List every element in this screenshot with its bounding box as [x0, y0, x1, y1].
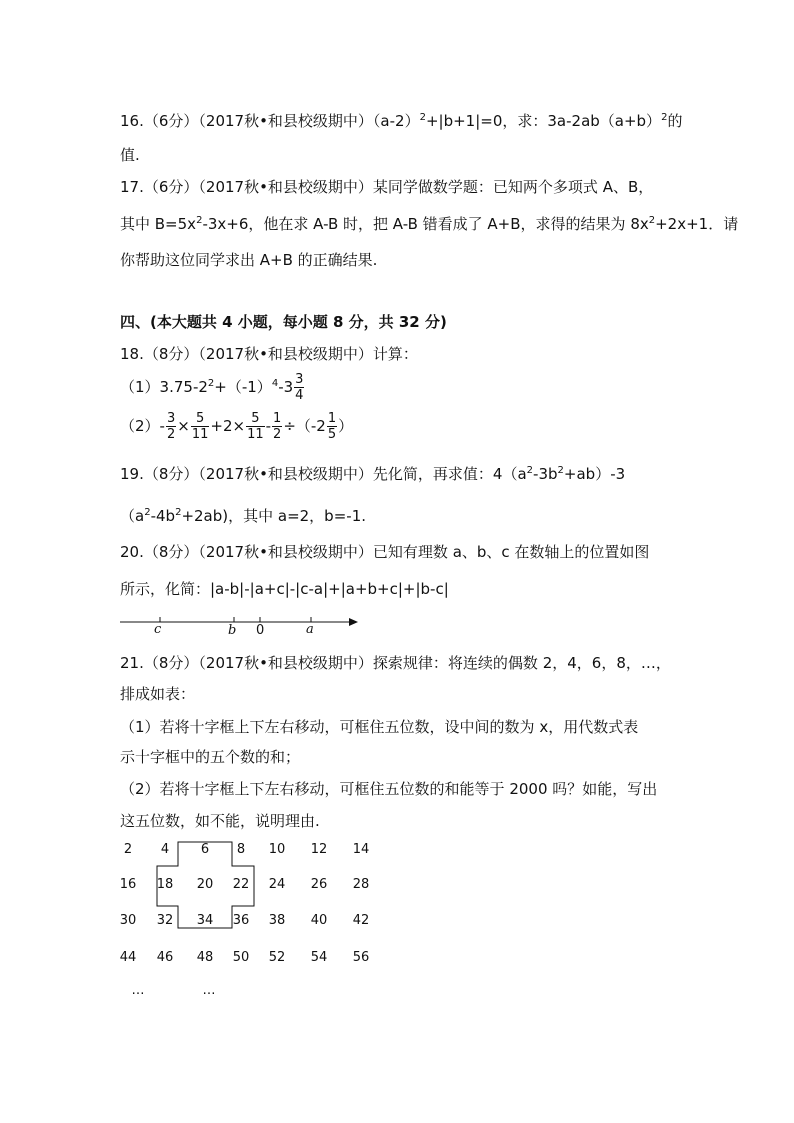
q18-frac3-den: 11	[247, 427, 264, 442]
q18-p1-text-b: +（-1）	[214, 378, 272, 396]
q18-frac1-den: 2	[166, 427, 176, 442]
q18-frac3-num: 5	[246, 411, 265, 427]
q19-sup3: 2	[144, 507, 151, 518]
table-cell: 8	[236, 842, 246, 857]
section-heading: 四、(本大题共 4 小题，每小题 8 分，共 32 分)	[120, 313, 447, 331]
table-cell: 4	[160, 842, 170, 857]
q18-frac2-num: 5	[191, 411, 210, 427]
q19-text-c: +ab）-3	[563, 465, 626, 483]
table-cell: 12	[310, 842, 328, 857]
table-cell: 40	[310, 913, 328, 928]
table-cell: 28	[352, 877, 370, 892]
q18-p1-sup: 2	[207, 378, 215, 389]
label-b: b	[228, 623, 237, 638]
table-cell: 36	[232, 913, 250, 928]
q18-frac5-den: 5	[327, 427, 337, 442]
table-ellipsis: …	[131, 983, 145, 998]
q16-text-a: 16.（6分）（2017秋•和县校级期中）（a-2）	[120, 112, 420, 130]
q20-line2: 所示，化简：|a-b|-|a+c|-|c-a|+|a+b+c|+|b-c|	[120, 580, 449, 598]
q18-p2-text-a: （2）-	[120, 417, 165, 435]
table-cell: 18	[156, 877, 174, 892]
table-cell: 10	[268, 842, 286, 857]
q18-minus: -	[265, 417, 272, 435]
q19-text-e: -4b	[150, 507, 176, 525]
table-cell: 32	[156, 913, 174, 928]
q21-line5: （2）若将十字框上下左右移动，可框住五位数的和能等于 2000 吗？如能，写出	[120, 780, 658, 798]
q17-text-c: +2x+1．请	[655, 215, 739, 233]
q17-line3: 你帮助这位同学求出 A+B 的正确结果.	[120, 251, 378, 269]
q18-frac1-num: 3	[166, 411, 176, 426]
q17-line1: 17.（6分）（2017秋•和县校级期中）某同学做数学题：已知两个多项式 A、B，	[120, 178, 654, 196]
q18-p1-text-a: （1）3.75-2	[120, 378, 208, 396]
label-a: a	[306, 622, 314, 637]
table-cell: 6	[200, 842, 210, 857]
q18-frac2-den: 11	[191, 427, 209, 442]
table-cell: 30	[119, 913, 137, 928]
q19-text-d: （a	[120, 507, 145, 525]
q18-times: ×	[177, 417, 190, 435]
q20-line1: 20.（8分）（2017秋•和县校级期中）已知有理数 a、b、c 在数轴上的位置如图	[120, 543, 650, 561]
q19-text-a: 19.（8分）（2017秋•和县校级期中）先化简，再求值：4（a	[120, 465, 527, 483]
table-cell: 54	[310, 950, 328, 965]
q16-text-b: +|b+1|=0，求：3a-2ab（a+b）	[425, 112, 662, 130]
q18-plus2: +2×	[210, 417, 246, 435]
q21-line1: 21.（8分）（2017秋•和县校级期中）探索规律：将连续的偶数 2，4，6，8，…，	[120, 654, 671, 672]
q17-text-a: 其中 B=5x	[120, 215, 197, 233]
q16-sup2: 2	[661, 112, 668, 123]
q18-div: ÷（-2	[283, 417, 326, 435]
q19-text-f: +2ab)，其中 a=2，b=-1.	[181, 507, 367, 525]
table-cell: 16	[119, 877, 137, 892]
table-cell: 26	[310, 877, 328, 892]
q16-line2: 值.	[120, 146, 140, 164]
q17-text-b: -3x+6，他在求 A-B 时，把 A-B 错看成了 A+B，求得的结果为 8x	[202, 215, 649, 233]
q16-text-c: 的	[667, 112, 683, 130]
table-cell: 14	[352, 842, 370, 857]
table-cell: 48	[196, 950, 214, 965]
table-cell: 2	[123, 842, 133, 857]
table-cell: 52	[268, 950, 286, 965]
table-cell: 20	[196, 877, 214, 892]
q16-sup: 2	[419, 112, 426, 123]
q18-p1-sup2: 4	[271, 378, 279, 389]
table-cell: 42	[352, 913, 370, 928]
q21-line3: （1）若将十字框上下左右移动，可框住五位数，设中间的数为 x，用代数式表	[120, 718, 639, 736]
q19-text-b: -3b	[533, 465, 558, 483]
q21-line4: 示十字框中的五个数的和；	[120, 748, 301, 766]
q19-sup4: 2	[175, 507, 182, 518]
q21-line6: 这五位数，如不能，说明理由.	[120, 812, 320, 830]
q18-frac5-num: 1	[327, 411, 337, 426]
table-cell: 46	[156, 950, 174, 965]
q18-p1-text-c: -3	[278, 378, 294, 396]
q18-p1-frac-num: 3	[295, 372, 304, 387]
label-c: c	[154, 622, 162, 637]
q19-sup2: 2	[557, 465, 564, 476]
table-cell: 22	[232, 877, 250, 892]
table-cell: 44	[119, 950, 137, 965]
table-ellipsis: …	[202, 983, 216, 998]
q18-line1: 18.（8分）（2017秋•和县校级期中）计算：	[120, 345, 418, 363]
q19-sup1: 2	[526, 465, 534, 476]
table-cell: 38	[268, 913, 286, 928]
q18-p1-frac-den: 4	[295, 388, 304, 403]
q21-line2: 排成如表：	[120, 685, 196, 703]
q18-close: ）	[338, 417, 354, 435]
q18-frac4-num: 1	[273, 411, 282, 426]
table-cell: 24	[268, 877, 286, 892]
q18-frac4-den: 2	[273, 427, 282, 442]
table-cell: 50	[232, 950, 250, 965]
q17-sup2: 2	[648, 215, 656, 226]
table-cell: 56	[352, 950, 370, 965]
q17-sup: 2	[196, 215, 203, 226]
table-cell: 34	[196, 913, 214, 928]
label-zero: 0	[256, 623, 265, 638]
